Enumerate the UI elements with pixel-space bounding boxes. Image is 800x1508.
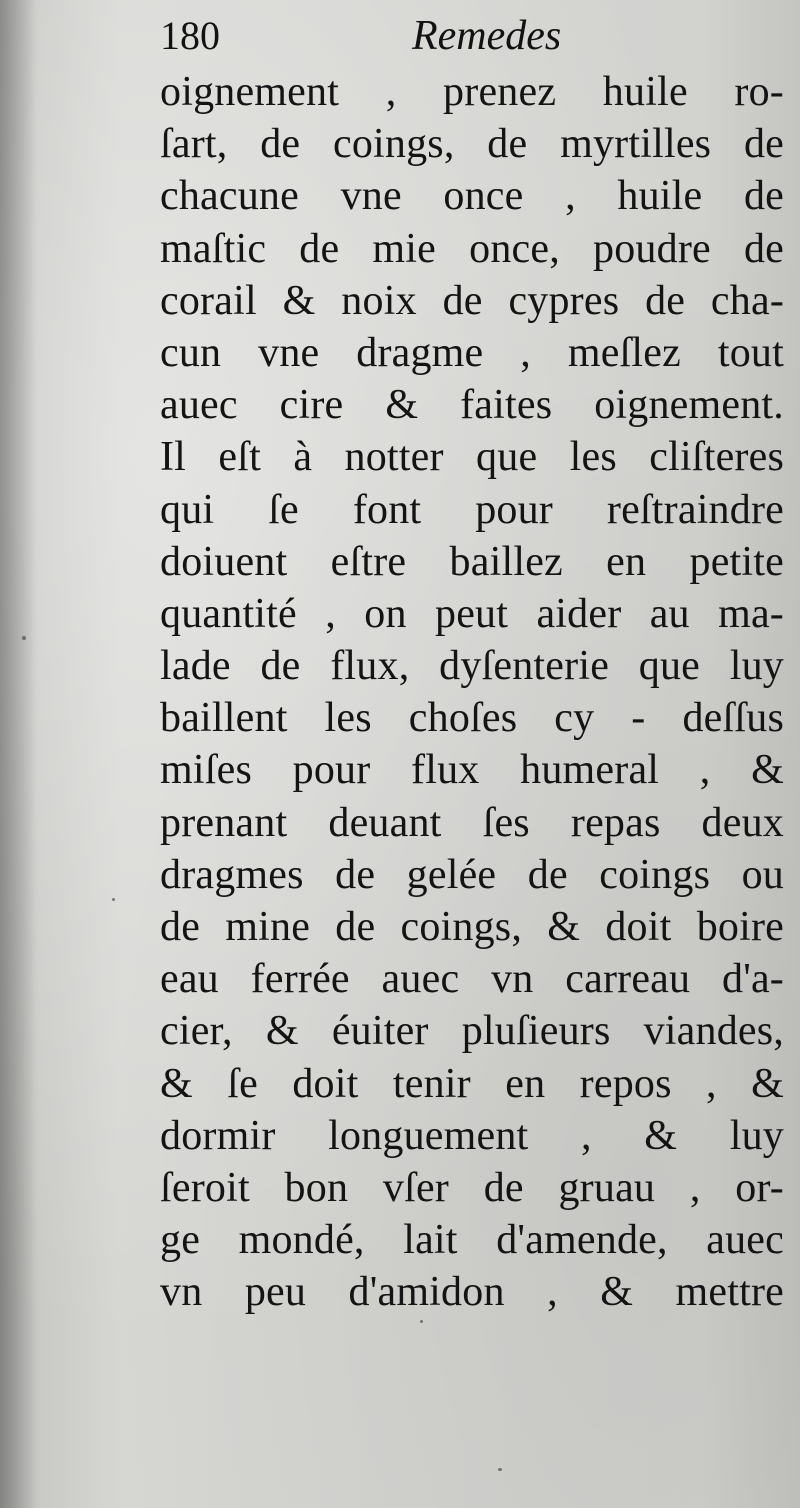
text-line: & ſe doit tenir en repos , & — [160, 1060, 784, 1107]
text-line: cier, & éuiter pluſieurs viandes, — [160, 1008, 784, 1055]
text-line: dormir longuement , & luy — [160, 1112, 784, 1159]
running-head: Remedes — [412, 13, 562, 59]
text-line: corail & noix de cypres de cha- — [160, 277, 784, 324]
page-header — [160, 10, 780, 62]
text-line: dragmes de gelée de coings ou — [160, 851, 784, 898]
text-line: ſeroit bon vſer de gruau , or- — [160, 1164, 784, 1211]
text-line: quantité , on peut aider au ma- — [160, 590, 784, 637]
text-line: baillent les choſes cy - deſſus — [160, 695, 784, 742]
text-line: qui ſe font pour reſtraindre — [160, 486, 784, 533]
text-line: vn peu d'amidon , & mettre — [160, 1269, 784, 1316]
text-line: ge mondé, lait d'amende, auec — [160, 1217, 784, 1264]
text-line: prenant deuant ſes repas deux — [160, 799, 784, 846]
text-line: maſtic de mie once, poudre de — [160, 225, 784, 272]
body-text — [160, 66, 784, 1319]
paper-speck — [498, 1468, 502, 1471]
text-line: auec cire & faites oignement. — [160, 382, 784, 429]
text-line: oignement , prenez huile ro- — [160, 69, 784, 115]
paper-speck — [420, 1320, 423, 1323]
text-line: cun vne dragme , meſlez tout — [160, 329, 784, 376]
paper-speck — [112, 898, 115, 901]
text-line: doiuent eſtre baillez en petite — [160, 538, 784, 585]
page-number: 180 — [160, 13, 220, 58]
text-line: chacune vne once , huile de — [160, 173, 784, 220]
text-line: ſart, de coings, de myrtilles de — [160, 121, 784, 168]
text-line: miſes pour flux humeral , & — [160, 747, 784, 794]
gutter-shadow — [0, 0, 36, 1508]
text-line: Il eſt à notter que les cliſteres — [160, 434, 784, 481]
text-line: lade de flux, dyſenterie que luy — [160, 643, 784, 690]
text-line: de mine de coings, & doit boire — [160, 904, 784, 950]
text-line: eau ferrée auec vn carreau d'a- — [160, 956, 784, 1003]
paper-speck — [22, 636, 26, 640]
